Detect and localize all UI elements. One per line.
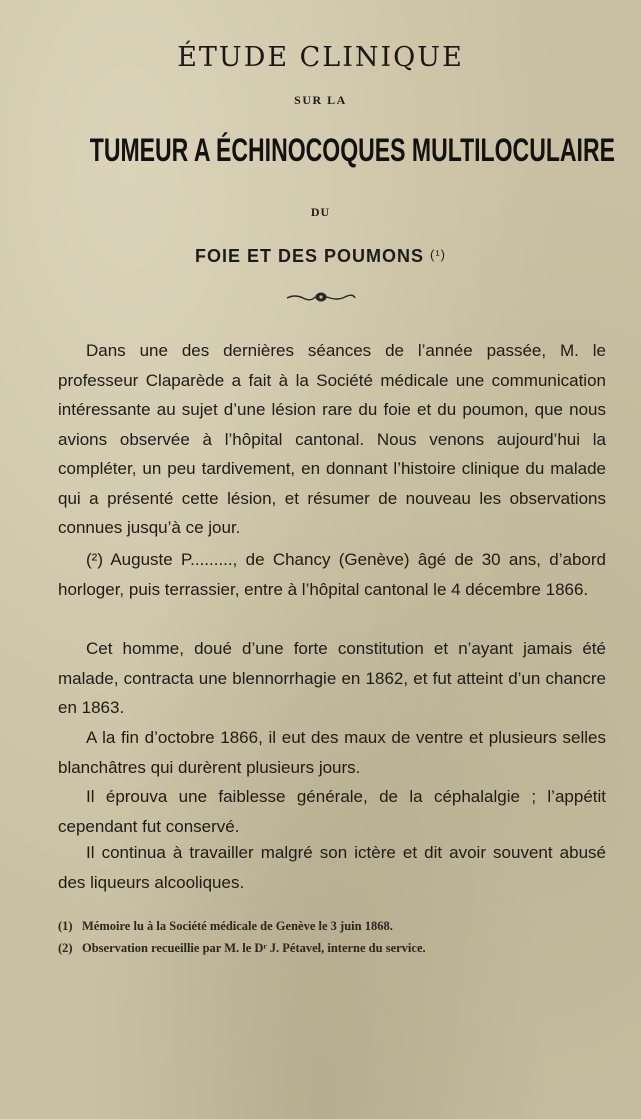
page-title: ÉTUDE CLINIQUE (177, 42, 464, 73)
subtitle (0, 246, 641, 267)
footnote-text: Observation recueillie par M. le Dʳ J. Pétavel, interne du service. (82, 941, 426, 955)
subtitle-footnote-mark: (¹) (430, 247, 447, 262)
footnote (58, 919, 618, 934)
subheading-sur-la: SUR LA (294, 93, 347, 107)
footnote-number: (1) (58, 919, 73, 933)
paragraph: Il éprouva une faiblesse générale, de la céphalalgie ; l’appétit cependant fut conservé. (58, 787, 606, 836)
subheading-du: DU (310, 205, 331, 219)
ornament-divider-icon (285, 290, 357, 304)
paragraph: A la fin d’octobre 1866, il eut des maux de ventre et plusieurs selles blanchâtres qui durèrent plusieurs jours. (58, 728, 606, 777)
paragraph: Dans une des dernières séances de l’année passée, M. le professeur Claparède a fait à la Société médicale une communication intéressante au sujet d’une lésion rare du foie et du poumon, que nous avions observée à l’hôpital cantonal. Nous venons aujourd’hui la compléter, un peu tardivement, en donnant l’histoire clinique du malade qui a présenté cette lésion, et résumer de nouveau les observations connues jusqu’à ce jour. (58, 341, 606, 537)
footnote-number: (2) (58, 941, 73, 955)
paragraph: Il continua à travailler malgré son ictère et dit avoir souvent abusé des liqueurs alcooliques. (58, 843, 606, 892)
footnote-text: Mémoire lu à la Société médicale de Genève le 3 juin 1868. (82, 919, 393, 933)
footnote (58, 941, 618, 956)
subtitle-text: FOIE ET DES POUMONS (194, 246, 424, 266)
main-title: TUMEUR A ÉCHINOCOQUES MULTILOCULAIRE (89, 132, 615, 168)
paragraph: (²) Auguste P........., de Chancy (Genève) âgé de 30 ans, d’abord horloger, puis terrassier, entre à l’hôpital cantonal le 4 décembre 1866. (58, 550, 606, 599)
paragraph: Cet homme, doué d’une forte constitution et n’ayant jamais été malade, contracta une blennorrhagie en 1862, et fut atteint d’un chancre en 1863. (58, 639, 606, 717)
